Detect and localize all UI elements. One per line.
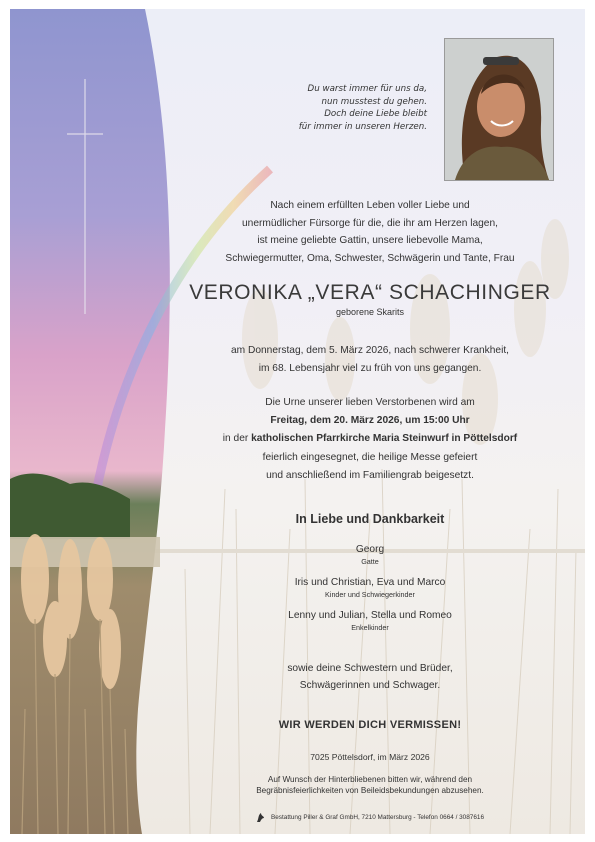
bird-logo-icon <box>256 812 265 823</box>
intro-text <box>160 197 580 267</box>
church-name: katholischen Pfarrkirche Maria Steinwurf in Pöttelsdorf <box>251 433 518 445</box>
funeral-details <box>160 394 580 485</box>
death-line: am Donnerstag, dem 5. März 2026, nach schwerer Krankheit, <box>230 345 510 356</box>
footer-text: Bestattung Piller & Graf GmbH, 7210 Mattersburg - Telefon 0664 / 3087616 <box>270 814 485 822</box>
church-prefix: in der <box>222 433 249 445</box>
death-notice <box>160 342 580 377</box>
verse-line: für immer in unseren Herzen. <box>298 121 427 132</box>
place-date: 7025 Pöttelsdorf, im März 2026 <box>310 752 430 762</box>
family-list <box>160 543 580 642</box>
memorial-verse <box>227 83 427 133</box>
request-line: Auf Wunsch der Hinterbliebenen bitten wir, während den <box>267 775 473 784</box>
condolence-request <box>160 774 580 796</box>
request-line: Begräbnisfeierlichkeiten von Beileidsbekundungen abzusehen. <box>256 786 484 795</box>
maiden-name: geborene Skarits <box>335 307 405 317</box>
verse-line: Doch deine Liebe bleibt <box>324 109 427 119</box>
intro-line: ist meine geliebte Gattin, unsere liebevolle Mama, <box>257 235 483 247</box>
miss-you-heading: WIR WERDEN DICH VERMISSEN! <box>278 719 462 731</box>
portrait-photo <box>444 38 554 181</box>
family-names: Georg <box>355 544 385 555</box>
verse-line: nun musstest du gehen. <box>321 96 427 107</box>
family-names: Iris und Christian, Eva und Marco <box>294 577 446 588</box>
urn-line: Die Urne unserer lieben Verstorbenen wird am <box>265 397 475 408</box>
siblings-text <box>160 660 580 694</box>
funeral-home-footer <box>160 812 580 823</box>
church-line <box>160 430 580 448</box>
intro-line: unermüdlicher Fürsorge für die, die ihr am Herzen lagen, <box>242 217 498 229</box>
urn-line: und anschließend im Familiengrab beigesetzt. <box>266 469 474 481</box>
family-role: Gatte <box>361 557 379 566</box>
intro-line: Nach einem erfüllten Leben voller Liebe und <box>270 200 470 211</box>
deceased-name: VERONIKA „VERA“ SCHACHINGER <box>189 281 551 304</box>
siblings-line: Schwägerinnen und Schwager. <box>299 680 441 691</box>
family-names: Lenny und Julian, Stella und Romeo <box>288 610 452 621</box>
family-role: Enkelkinder <box>351 623 389 632</box>
family-role: Kinder und Schwiegerkinder <box>325 590 415 599</box>
intro-line: Schwiegermutter, Oma, Schwester, Schwägerin und Tante, Frau <box>225 252 515 264</box>
siblings-line: sowie deine Schwestern und Brüder, <box>287 663 453 674</box>
love-heading: In Liebe und Dankbarkeit <box>295 512 445 526</box>
death-line: im 68. Lebensjahr viel zu früh von uns gegangen. <box>258 362 482 374</box>
funeral-date: Freitag, dem 20. März 2026, um 15:00 Uhr <box>270 415 470 427</box>
urn-line: feierlich eingesegnet, die heilige Messe gefeiert <box>262 451 478 463</box>
obituary-card <box>10 9 585 834</box>
verse-line: Du warst immer für uns da, <box>307 84 427 94</box>
